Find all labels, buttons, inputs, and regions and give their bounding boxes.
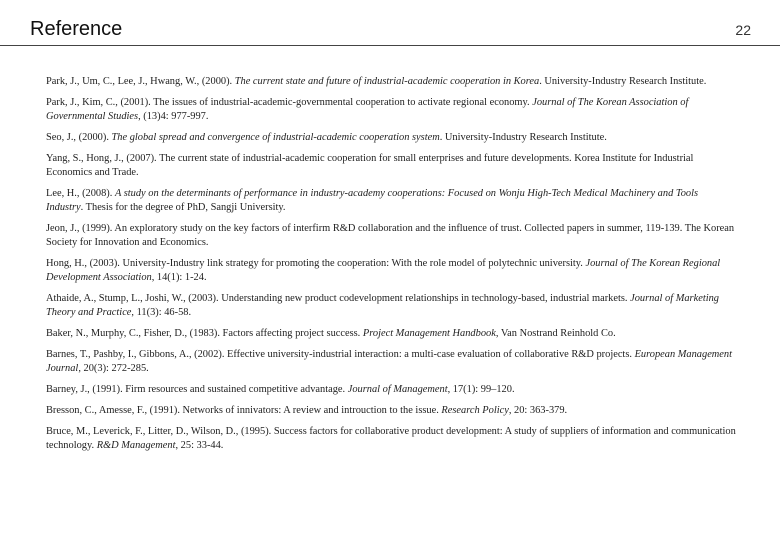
reference-text: Baker, N., Murphy, C., Fisher, D., (1983). Factors affecting project success.: [46, 328, 363, 339]
reference-text: Park, J., Kim, C., (2001). The issues of industrial-academic-governmental cooperation to activate regional economy.: [46, 97, 533, 108]
reference-text: , 11(3): 46-58.: [131, 307, 192, 318]
reference-title-italic: Research Policy: [441, 405, 509, 416]
reference-title-italic: Journal of The Korean Regional Development Association: [46, 258, 721, 283]
reference-text: Seo, J., (2000).: [46, 132, 112, 143]
reference-text: , 20(3): 272-285.: [78, 363, 149, 374]
page-title: Reference: [30, 18, 123, 40]
reference-entry: [46, 327, 736, 341]
reference-text: . University-Industry Research Institute.: [539, 76, 707, 87]
reference-entry: [46, 152, 736, 180]
reference-entry: [46, 75, 736, 89]
reference-text: , 14(1): 1-24.: [151, 272, 207, 283]
reference-text: Park, J., Um, C., Lee, J., Hwang, W., (2000).: [46, 76, 235, 87]
reference-text: , 25: 33-44.: [175, 440, 224, 451]
reference-title-italic: The global spread and convergence of industrial-academic cooperation system: [111, 132, 440, 143]
title-divider: [0, 45, 780, 46]
reference-entry: [46, 348, 736, 376]
reference-text: Jeon, J., (1999). An exploratory study on the key factors of interfirm R&D collaboration and the influence of trust. Collected papers in summer, 119-139. The Korean Society for Innovation and Economics.: [46, 223, 735, 248]
reference-text: Lee, H., (2008).: [46, 188, 115, 199]
reference-title-italic: The current state and future of industrial-academic cooperation in Korea: [234, 76, 540, 87]
reference-entry: [46, 425, 736, 453]
reference-title-italic: Journal of The Korean Association of Governmental Studies: [46, 97, 689, 122]
reference-text: Hong, H., (2003). University-Industry link strategy for promoting the cooperation: With the role model of polytechnic university.: [46, 258, 586, 269]
reference-entry: [46, 187, 736, 215]
reference-entry: [46, 131, 736, 145]
reference-text: Barney, J., (1991). Firm resources and sustained competitive advantage.: [46, 384, 348, 395]
reference-title-italic: Project Management Handbook: [362, 328, 496, 339]
reference-entry: [46, 222, 736, 250]
reference-entry: [46, 257, 736, 285]
reference-text: Bruce, M., Leverick, F., Litter, D., Wilson, D., (1995). Success factors for collaborative product development: A study of suppliers of information and communication technology.: [46, 426, 736, 451]
reference-entry: [46, 383, 736, 397]
reference-text: , 17(1): 99–120.: [447, 384, 515, 395]
reference-text: Yang, S., Hong, J., (2007). The current state of industrial-academic cooperation for small enterprises and future developments. Korea Institute for Industrial Economics and Trade.: [46, 153, 694, 178]
reference-title-italic: European Management Journal: [46, 349, 732, 374]
reference-text: Athaide, A., Stump, L., Joshi, W., (2003). Understanding new product codevelopment relationships in technology-based, industrial markets.: [46, 293, 631, 304]
reference-text: , (13)4: 977-997.: [138, 111, 209, 122]
reference-text: , 20: 363-379.: [508, 405, 568, 416]
reference-text: Barnes, T., Pashby, I., Gibbons, A., (2002). Effective university-industrial interaction: a multi-case evaluation of collaborative R&D projects.: [46, 349, 635, 360]
reference-text: Bresson, C., Amesse, F., (1991). Networks of innivators: A review and introuction to the issue.: [46, 405, 442, 416]
reference-title-italic: R&D Management: [96, 440, 176, 451]
reference-title-italic: Journal of Marketing Theory and Practice: [46, 293, 719, 318]
reference-title-italic: Journal of Management: [347, 384, 448, 395]
reference-entry: [46, 96, 736, 124]
page-number: 22: [735, 22, 751, 38]
reference-entry: [46, 292, 736, 320]
reference-list: [46, 75, 736, 460]
reference-title-italic: A study on the determinants of performance in industry-academy cooperations: Focused on Wonju High-Tech Medical Machinery and Tools Industry: [46, 188, 699, 213]
reference-entry: [46, 404, 736, 418]
reference-text: , Van Nostrand Reinhold Co.: [495, 328, 616, 339]
reference-text: . Thesis for the degree of PhD, Sangji University.: [80, 202, 286, 213]
reference-text: . University-Industry Research Institute.: [439, 132, 607, 143]
